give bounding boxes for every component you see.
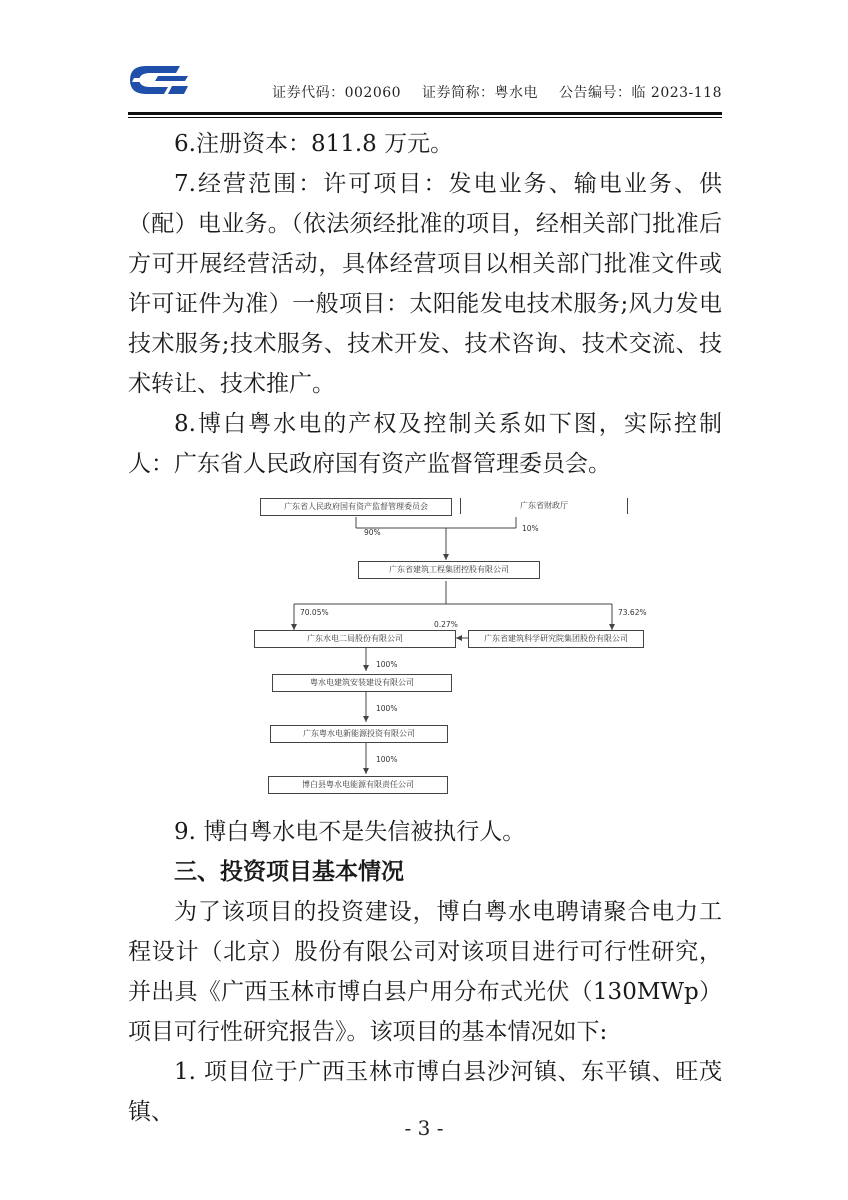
paragraph-business-scope: 7.经营范围：许可项目：发电业务、输电业务、供（配）电业务。（依法须经批准的项目，经相关部门批准后方可开展经营活动，具体经营项目以相关部门批准文件或许可证件为准）一般项目：太阳能发电技术服务;风力发电技术服务;技术服务、技术开发、技术咨询、技术交流、技术转让、技术推广。	[128, 171, 722, 397]
pct-holding-research: 73.62%	[618, 608, 647, 617]
entity-yueshui-research: 粤水电建筑安装建设有限公司	[272, 674, 452, 692]
paragraph-not-dishonest: 9. 博白粤水电不是失信被执行人。	[174, 819, 526, 845]
paragraph-location: 1. 项目位于广西玉林市博白县沙河镇、东平镇、旺茂镇、	[128, 1059, 722, 1125]
pct-energy-bobai: 100%	[376, 755, 398, 764]
pct-research-gdhydro: 0.27%	[434, 620, 458, 629]
header-info	[256, 82, 722, 102]
page-number: - 3 -	[404, 1116, 444, 1140]
entity-gdhydro: 广东水电二局股份有限公司	[254, 630, 456, 648]
header-rule-thin	[128, 117, 722, 118]
entity-finance: 广东省财政厅	[460, 498, 628, 514]
entity-bobai: 博白县粤水电能源有限责任公司	[268, 776, 448, 794]
entity-research: 广东省建筑科学研究院集团股份有限公司	[468, 630, 644, 648]
entity-sasac: 广东省人民政府国有资产监督管理委员会	[260, 498, 452, 516]
pct-sasac-holding: 90%	[364, 528, 381, 537]
pct-gdhydro-yueshui: 100%	[376, 660, 398, 669]
company-logo	[128, 64, 190, 96]
stock-code: 证券代码：002060	[272, 85, 402, 101]
paragraph-ownership: 8.博白粤水电的产权及控制关系如下图，实际控制人：广东省人民政府国有资产监督管理委员会。	[128, 411, 722, 477]
announcement-number: 公告编号：临 2023-118	[558, 85, 722, 101]
entity-holding: 广东省建筑工程集团控股有限公司	[358, 561, 540, 579]
pct-holding-gdhydro: 70.05%	[300, 608, 329, 617]
stock-name: 证券简称：粤水电	[422, 85, 539, 101]
pct-finance-holding: 10%	[522, 524, 539, 533]
paragraph-intro: 为了该项目的投资建设，博白粤水电聘请聚合电力工程设计（北京）股份有限公司对该项目进行可行性研究，并出具《广西玉林市博白县户用分布式光伏（130MWp）项目可行性研究报告》。该项目的基本情况如下:	[128, 899, 722, 1045]
body-text-top	[128, 124, 722, 484]
pct-yueshui-energy: 100%	[376, 704, 398, 713]
section-heading: 三、投资项目基本情况	[174, 859, 404, 885]
paragraph-registered-capital: 6.注册资本：811.8 万元。	[174, 131, 454, 157]
header-rule-thick	[128, 112, 722, 115]
body-text-bottom	[128, 812, 722, 1132]
entity-energy-invest: 广东粤水电新能源投资有限公司	[270, 725, 448, 743]
ownership-chart	[254, 490, 647, 802]
